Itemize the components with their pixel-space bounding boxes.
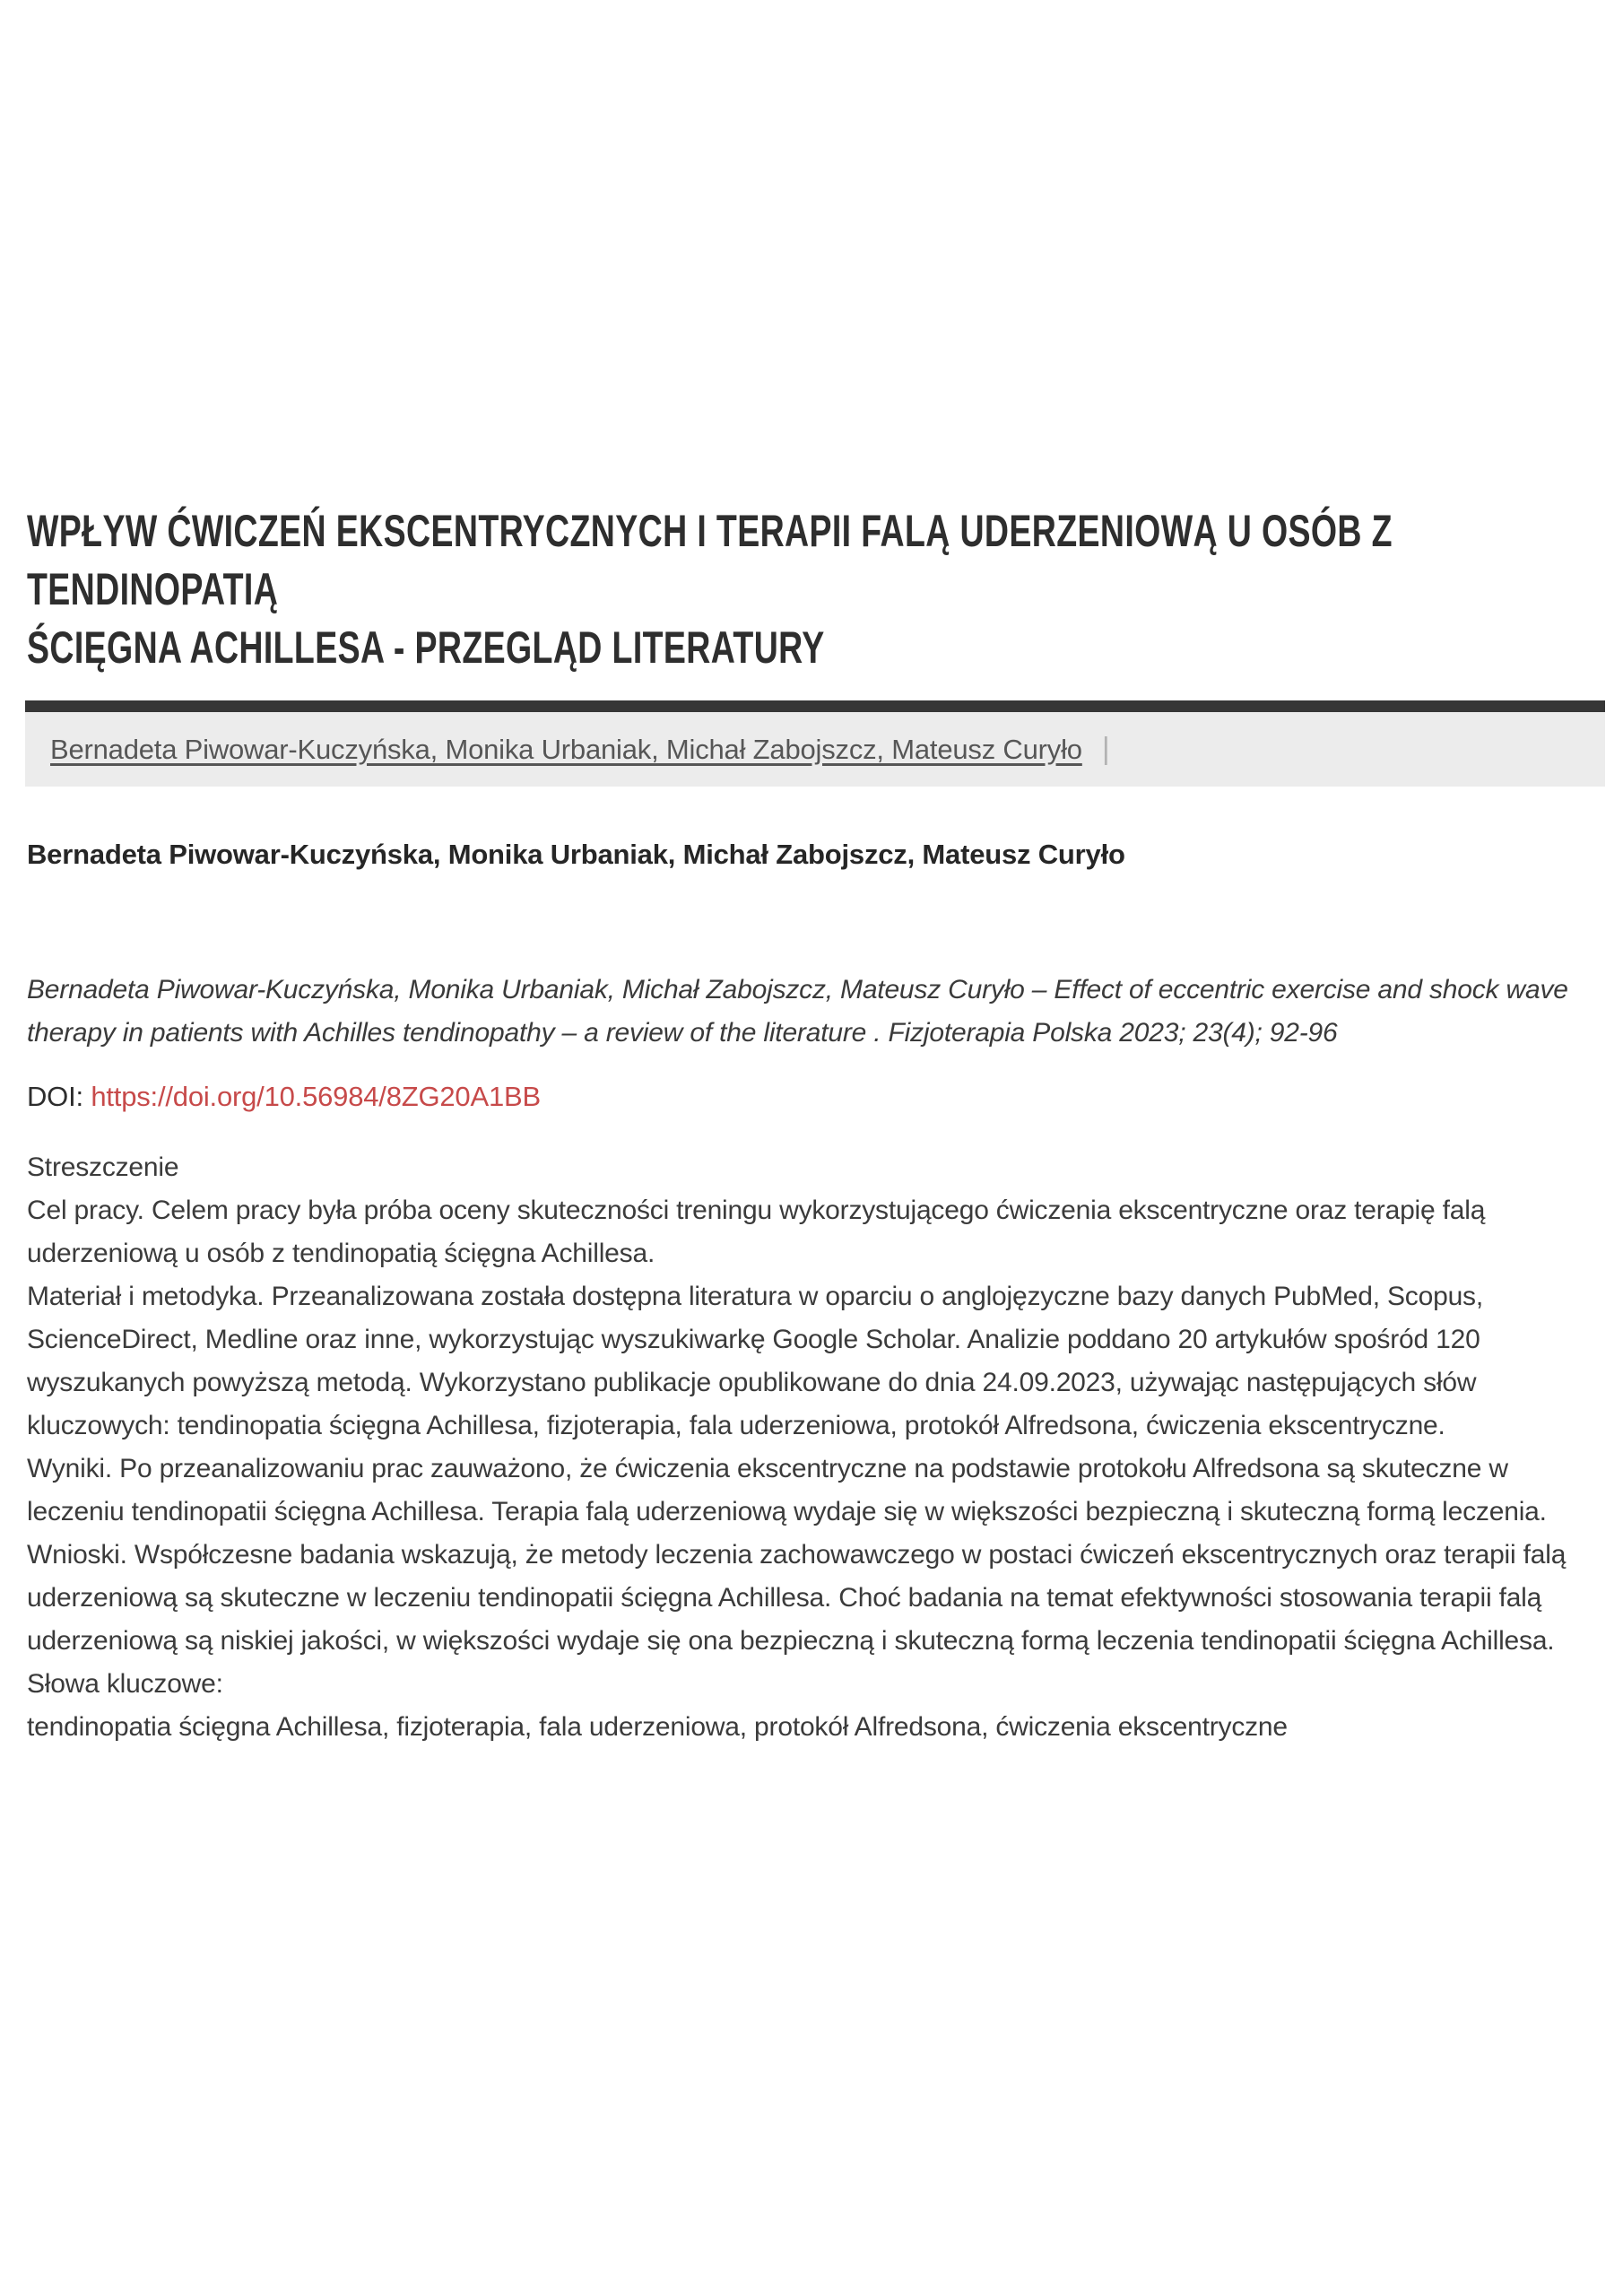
authors-separator: |	[1101, 732, 1110, 766]
keywords-text: tendinopatia ścięgna Achillesa, fizjoterapia, fala uderzeniowa, protokół Alfredsona, ćwiczenia ekscentryczne	[27, 1712, 1288, 1742]
abstract-paragraph-results: Wyniki. Po przeanalizowaniu prac zauważono, że ćwiczenia ekscentryczne na podstawie protokołu Alfredsona są skuteczne w leczeniu tendinopatii ścięgna Achillesa. Terapia falą uderzeniową wydaje się w większości bezpieczną i skuteczną formą leczenia.	[27, 1454, 1547, 1526]
abstract-heading: Streszczenie	[27, 1152, 179, 1182]
title-divider	[25, 700, 1605, 712]
article-title	[27, 502, 1623, 677]
authors-bar	[25, 712, 1605, 787]
article-title-line-1: WPŁYW ĆWICZEŃ EKSCENTRYCZNYCH I TERAPII FALĄ UDERZENIOWĄ U OSÓB Z TENDINOPATIĄ	[27, 506, 1393, 614]
article-title-line-2: ŚCIĘGNA ACHILLESA - PRZEGLĄD LITERATURY	[27, 622, 825, 673]
doi-row	[27, 1079, 1605, 1115]
citation-text: Bernadeta Piwowar-Kuczyńska, Monika Urbaniak, Michał Zabojszcz, Mateusz Curyło – Effect of eccentric exercise and shock wave therapy in patients with Achilles tendinopathy – a review of the literature . Fizjoterapia Polska 2023; 23(4); 92-96	[27, 975, 1568, 1048]
abstract-paragraph-methods: Materiał i metodyka. Przeanalizowana została dostępna literatura w oparciu o anglojęzyczne bazy danych PubMed, Scopus, ScienceDirect, Medline oraz inne, wykorzystując wyszukiwarkę Google Scholar. Analizie poddano 20 artykułów spośród 120 wyszukanych powyższą metodą. Wykorzystano publikacje opublikowane do dnia 24.09.2023, używając następujących słów kluczowych: tendinopatia ścięgna Achillesa, fizjoterapia, fala uderzeniowa, protokół Alfredsona, ćwiczenia ekscentryczne.	[27, 1282, 1483, 1440]
abstract-paragraph-goal: Cel pracy. Celem pracy była próba oceny skuteczności treningu wykorzystującego ćwiczenia ekscentryczne oraz terapię falą uderzeniową u osób z tendinopatią ścięgna Achillesa.	[27, 1196, 1486, 1268]
keywords-label: Słowa kluczowe:	[27, 1669, 223, 1699]
doi-link[interactable]: https://doi.org/10.56984/8ZG20A1BB	[91, 1081, 541, 1112]
authors-heading: Bernadeta Piwowar-Kuczyńska, Monika Urbaniak, Michał Zabojszcz, Mateusz Curyło	[27, 839, 1125, 870]
abstract-paragraph-conclusions: Wnioski. Współczesne badania wskazują, że metody leczenia zachowawczego w postaci ćwiczeń ekscentrycznych oraz terapii falą uderzeniową są skuteczne w leczeniu tendinopatii ścięgna Achillesa. Choć badania na temat efektywności stosowania terapii falą uderzeniową są niskiej jakości, w większości wydaje się ona bezpieczną i skuteczną formą leczenia tendinopatii ścięgna Achillesa.	[27, 1540, 1567, 1656]
doi-label: DOI:	[27, 1081, 91, 1112]
authors-link[interactable]: Bernadeta Piwowar-Kuczyńska, Monika Urbaniak, Michał Zabojszcz, Mateusz Curyło	[50, 733, 1082, 765]
abstract-section	[27, 1146, 1605, 1749]
